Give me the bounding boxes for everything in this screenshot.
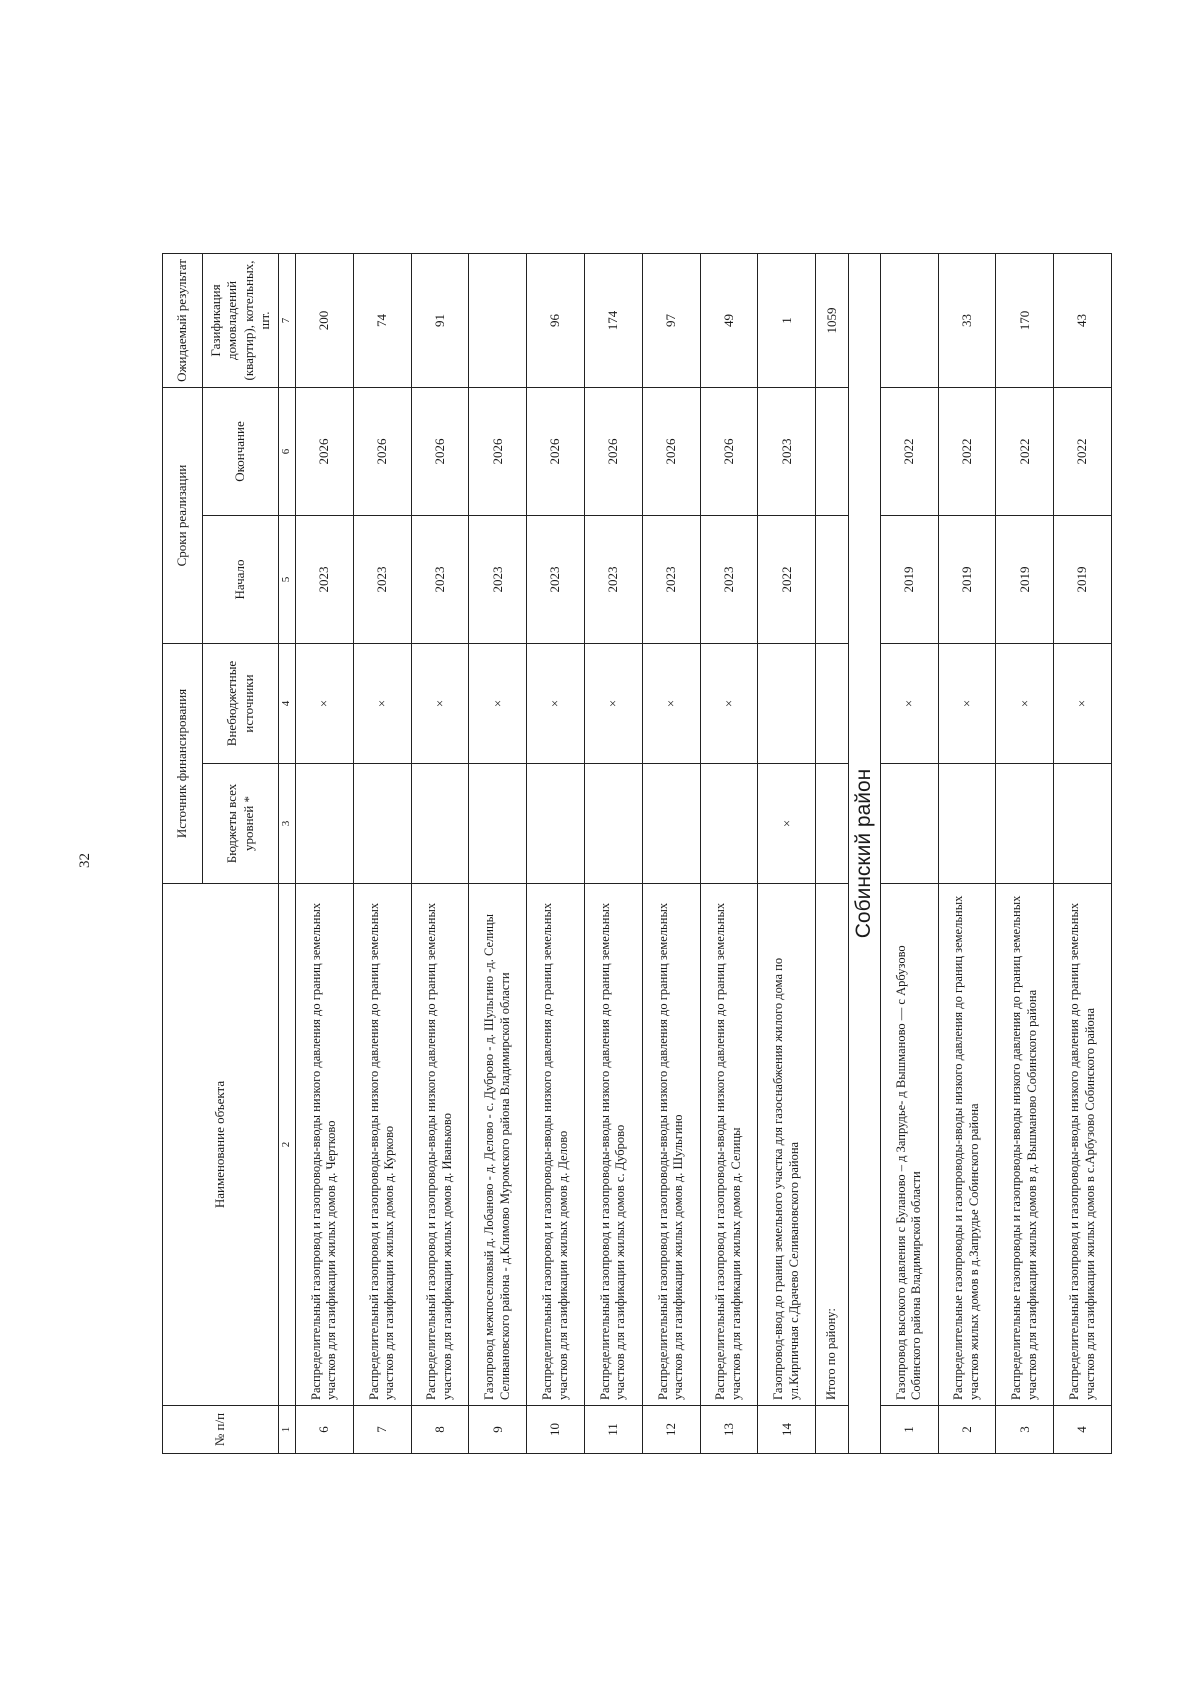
row-result: 49 bbox=[700, 253, 758, 387]
row-end: 2022 bbox=[1054, 387, 1112, 515]
row-name: Распределительный газопровод и газопроводы-вводы низкого давления до границ земельных участков для газификации жилых домов с. Дуброво bbox=[584, 884, 642, 1406]
col-index: 4 bbox=[279, 644, 296, 764]
row-budget bbox=[296, 764, 354, 884]
col-index: 1 bbox=[279, 1406, 296, 1454]
row-result: 200 bbox=[296, 253, 354, 387]
header-name: Наименование объекта bbox=[163, 884, 279, 1406]
row-end: 2026 bbox=[584, 387, 642, 515]
row-name: Газопровод межпоселковый д. Лобаново - д. Делово - с. Дуброво - д. Шульгино -д. Селицы Селивановского района - д.Климово Муромского района Владимирской области bbox=[469, 884, 527, 1406]
row-num: 13 bbox=[700, 1406, 758, 1454]
row-result: 33 bbox=[938, 253, 996, 387]
row-num: 8 bbox=[411, 1406, 469, 1454]
total-value: 1059 bbox=[816, 253, 849, 387]
row-extra: × bbox=[880, 644, 938, 764]
total-extra-cell bbox=[816, 644, 849, 764]
row-start: 2023 bbox=[584, 516, 642, 644]
row-end: 2022 bbox=[938, 387, 996, 515]
row-extra: × bbox=[700, 644, 758, 764]
row-start: 2019 bbox=[996, 516, 1054, 644]
row-result: 1 bbox=[758, 253, 816, 387]
row-budget bbox=[1054, 764, 1112, 884]
row-start: 2023 bbox=[353, 516, 411, 644]
row-budget bbox=[469, 764, 527, 884]
row-start: 2023 bbox=[296, 516, 354, 644]
row-end: 2026 bbox=[353, 387, 411, 515]
row-start: 2019 bbox=[938, 516, 996, 644]
col-index: 2 bbox=[279, 884, 296, 1406]
row-budget bbox=[996, 764, 1054, 884]
header-funding: Источник финансирования bbox=[163, 644, 203, 884]
header-extrabudget: Внебюджетные источники bbox=[203, 644, 279, 764]
row-end: 2022 bbox=[880, 387, 938, 515]
row-start: 2023 bbox=[642, 516, 700, 644]
row-extra: × bbox=[527, 644, 585, 764]
row-end: 2026 bbox=[700, 387, 758, 515]
row-result: 174 bbox=[584, 253, 642, 387]
row-end: 2026 bbox=[296, 387, 354, 515]
row-name: Газопровод-ввод до границ земельного участка для газоснабжения жилого дома по ул.Кирпичная с.Драчево Селивановского района bbox=[758, 884, 816, 1406]
total-num-cell bbox=[816, 1406, 849, 1454]
total-end-cell bbox=[816, 387, 849, 515]
row-budget bbox=[353, 764, 411, 884]
row-end: 2026 bbox=[642, 387, 700, 515]
table-row bbox=[880, 253, 938, 1453]
row-result: 170 bbox=[996, 253, 1054, 387]
row-num: 3 bbox=[996, 1406, 1054, 1454]
row-budget bbox=[880, 764, 938, 884]
row-name: Распределительный газопровод и газопроводы-вводы низкого давления до границ земельных участков для газификации жилых домов д. Селицы bbox=[700, 884, 758, 1406]
table-rotator bbox=[162, 254, 1112, 1454]
objects-table bbox=[162, 253, 1112, 1454]
row-name: Распределительный газопровод и газопроводы-вводы низкого давления до границ земельных участков для газификации жилых домов в с.Арбузово Собинского района bbox=[1054, 884, 1112, 1406]
row-result bbox=[469, 253, 527, 387]
table-row bbox=[411, 253, 469, 1453]
row-result: 43 bbox=[1054, 253, 1112, 387]
row-extra bbox=[758, 644, 816, 764]
row-name: Распределительный газопровод и газопроводы-вводы низкого давления до границ земельных участков для газификации жилых домов д. Шульгино bbox=[642, 884, 700, 1406]
row-end: 2026 bbox=[527, 387, 585, 515]
row-num: 12 bbox=[642, 1406, 700, 1454]
row-num: 1 bbox=[880, 1406, 938, 1454]
row-extra: × bbox=[642, 644, 700, 764]
row-extra: × bbox=[296, 644, 354, 764]
row-start: 2022 bbox=[758, 516, 816, 644]
row-budget bbox=[700, 764, 758, 884]
header-budgets: Бюджеты всех уровней * bbox=[203, 764, 279, 884]
row-num: 10 bbox=[527, 1406, 585, 1454]
row-num: 2 bbox=[938, 1406, 996, 1454]
row-end: 2022 bbox=[996, 387, 1054, 515]
row-result: 91 bbox=[411, 253, 469, 387]
row-extra: × bbox=[1054, 644, 1112, 764]
table-row bbox=[584, 253, 642, 1453]
row-budget bbox=[938, 764, 996, 884]
row-budget: × bbox=[758, 764, 816, 884]
row-extra: × bbox=[996, 644, 1054, 764]
row-budget bbox=[642, 764, 700, 884]
page-number: 32 bbox=[77, 853, 93, 868]
row-num: 11 bbox=[584, 1406, 642, 1454]
header-terms: Сроки реализации bbox=[163, 387, 203, 643]
district-title: Собинский район bbox=[848, 253, 880, 1453]
row-result: 96 bbox=[527, 253, 585, 387]
row-start: 2023 bbox=[469, 516, 527, 644]
row-end: 2026 bbox=[411, 387, 469, 515]
table-row bbox=[527, 253, 585, 1453]
row-budget bbox=[527, 764, 585, 884]
row-name: Распределительный газопровод и газопроводы-вводы низкого давления до границ земельных участков для газификации жилых домов д. Делово bbox=[527, 884, 585, 1406]
table-row bbox=[296, 253, 354, 1453]
row-start: 2019 bbox=[1054, 516, 1112, 644]
row-extra: × bbox=[584, 644, 642, 764]
total-label: Итого по району: bbox=[816, 884, 849, 1406]
table-row bbox=[700, 253, 758, 1453]
district-row bbox=[848, 253, 880, 1453]
row-budget bbox=[584, 764, 642, 884]
total-budget-cell bbox=[816, 764, 849, 884]
col-index: 3 bbox=[279, 764, 296, 884]
table-row bbox=[996, 253, 1054, 1453]
row-num: 4 bbox=[1054, 1406, 1112, 1454]
row-name: Распределительный газопровод и газопроводы-вводы низкого давления до границ земельных участков для газификации жилых домов д. Курково bbox=[353, 884, 411, 1406]
row-extra: × bbox=[938, 644, 996, 764]
row-end: 2023 bbox=[758, 387, 816, 515]
row-name: Распределительный газопровод и газопроводы-вводы низкого давления до границ земельных участков для газификации жилых домов д. Иваньково bbox=[411, 884, 469, 1406]
row-name: Распределительные газопроводы и газопроводы-вводы низкого давления до границ земельных участков жилых домов в д.Запрудье Собинского района bbox=[938, 884, 996, 1406]
header-expected: Ожидаемый результат bbox=[163, 253, 203, 387]
col-index: 7 bbox=[279, 253, 296, 387]
row-result: 74 bbox=[353, 253, 411, 387]
row-num: 9 bbox=[469, 1406, 527, 1454]
row-start: 2023 bbox=[411, 516, 469, 644]
table-row bbox=[1054, 253, 1112, 1453]
row-start: 2023 bbox=[700, 516, 758, 644]
table-row bbox=[642, 253, 700, 1453]
row-num: 14 bbox=[758, 1406, 816, 1454]
total-row bbox=[816, 253, 849, 1453]
header-num: № п/п bbox=[163, 1406, 279, 1454]
table-row bbox=[469, 253, 527, 1453]
row-name: Распределительный газопровод и газопроводы-вводы низкого давления до границ земельных участков для газификации жилых домов д. Чертково bbox=[296, 884, 354, 1406]
header-gasification: Газификация домовладений (квартир), котельных, шт. bbox=[203, 253, 279, 387]
row-start: 2023 bbox=[527, 516, 585, 644]
row-extra: × bbox=[469, 644, 527, 764]
row-extra: × bbox=[411, 644, 469, 764]
table-row bbox=[938, 253, 996, 1453]
row-budget bbox=[411, 764, 469, 884]
table-row bbox=[758, 253, 816, 1453]
row-result bbox=[880, 253, 938, 387]
col-index: 6 bbox=[279, 387, 296, 515]
row-num: 6 bbox=[296, 1406, 354, 1454]
row-name: Газопровод высокого давления с Буланово – д Запрудье- д Вышманово — с Арбузово Собинского района Владимирской области bbox=[880, 884, 938, 1406]
total-start-cell bbox=[816, 516, 849, 644]
row-num: 7 bbox=[353, 1406, 411, 1454]
header-start: Начало bbox=[203, 516, 279, 644]
header-end: Окончание bbox=[203, 387, 279, 515]
row-result: 97 bbox=[642, 253, 700, 387]
col-index: 5 bbox=[279, 516, 296, 644]
row-name: Распределительные газопроводы и газопроводы-вводы низкого давления до границ земельных участков для газификации жилых домов в д. Вышманово Собинского района bbox=[996, 884, 1054, 1406]
row-start: 2019 bbox=[880, 516, 938, 644]
row-extra: × bbox=[353, 644, 411, 764]
row-end: 2026 bbox=[469, 387, 527, 515]
table-row bbox=[353, 253, 411, 1453]
